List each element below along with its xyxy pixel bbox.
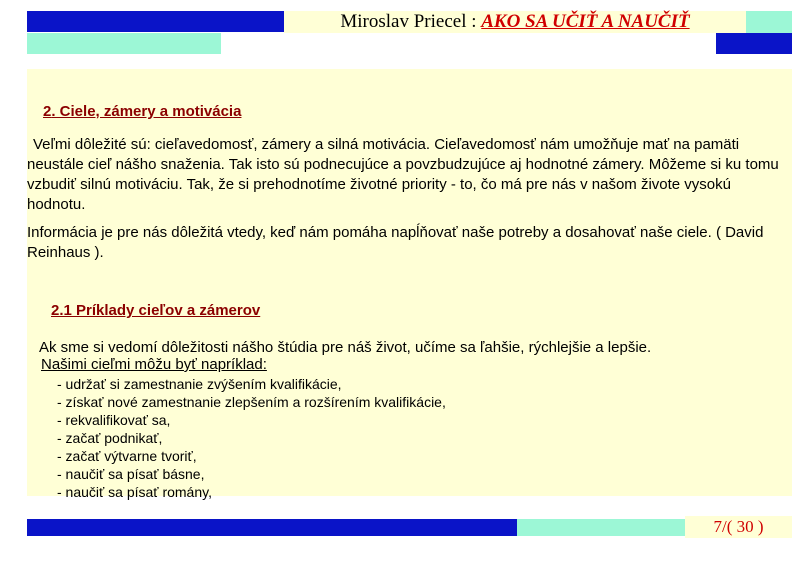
- goals-list: [57, 375, 446, 501]
- list-item: - začať výtvarne tvoriť,: [57, 448, 197, 464]
- section-paragraph-1: Veľmi dôležité sú: cieľavedomosť, zámery a silná motivácia. Cieľavedomosť nám umožňuje mať na pamäti neustále cieľ nášho snaženia. Tak isto sú podnecujúce a povzbudzujúce aj hodnotné zámery. Môžeme si ku tomu vzbudiť silnú motiváciu. Tak, že si prehodnotíme životné priority - to, čo má pre nás v našom živote vysokú hodnotu.: [27, 136, 779, 213]
- list-item: - získať nové zamestnanie zlepšením a rozšírením kvalifikácie,: [57, 394, 446, 410]
- header-bar-blue-right: [716, 33, 792, 54]
- section-heading-number: 2: [43, 103, 52, 120]
- content-panel: [27, 69, 792, 500]
- header-bar-mint-right: [746, 11, 792, 33]
- goals-intro: Našimi cieľmi môžu byť napríklad:: [41, 356, 267, 373]
- header-bar-mint-left: [27, 33, 221, 54]
- list-item: - naučiť sa písať básne,: [57, 466, 205, 482]
- list-item: - naučiť sa písať romány,: [57, 484, 212, 500]
- section-paragraph-2: Informácia je pre nás dôležitá vtedy, keď nám pomáha napĺňovať naše potreby a dosahovať naše ciele. ( David Reinhaus ).: [27, 224, 764, 261]
- subsection-paragraph: Ak sme si vedomí dôležitosti nášho štúdia pre náš život, učíme sa ľahšie, rýchlejšie a lepšie.: [39, 339, 652, 356]
- list-item: - udržať si zamestnanie zvýšením kvalifikácie,: [57, 376, 342, 392]
- list-item: - rekvalifikovať sa,: [57, 412, 171, 428]
- header-bar-blue-left: [27, 11, 284, 32]
- footer-bar-blue: [27, 519, 517, 536]
- section-heading-text: . Ciele, zámery a motivácia: [51, 103, 242, 120]
- page-header-title: [284, 11, 746, 33]
- page-number: 7/( 30 ): [713, 517, 764, 536]
- header-author: Miroslav Priecel :: [340, 11, 482, 32]
- subsection-heading: 2.1 Príklady cieľov a zámerov: [51, 302, 261, 319]
- footer-bar-mint: [517, 519, 685, 536]
- section-heading: [43, 103, 241, 120]
- header-document-title: AKO SA UČIŤ A NAUČIŤ: [481, 11, 690, 32]
- list-item: - začať podnikať,: [57, 430, 163, 446]
